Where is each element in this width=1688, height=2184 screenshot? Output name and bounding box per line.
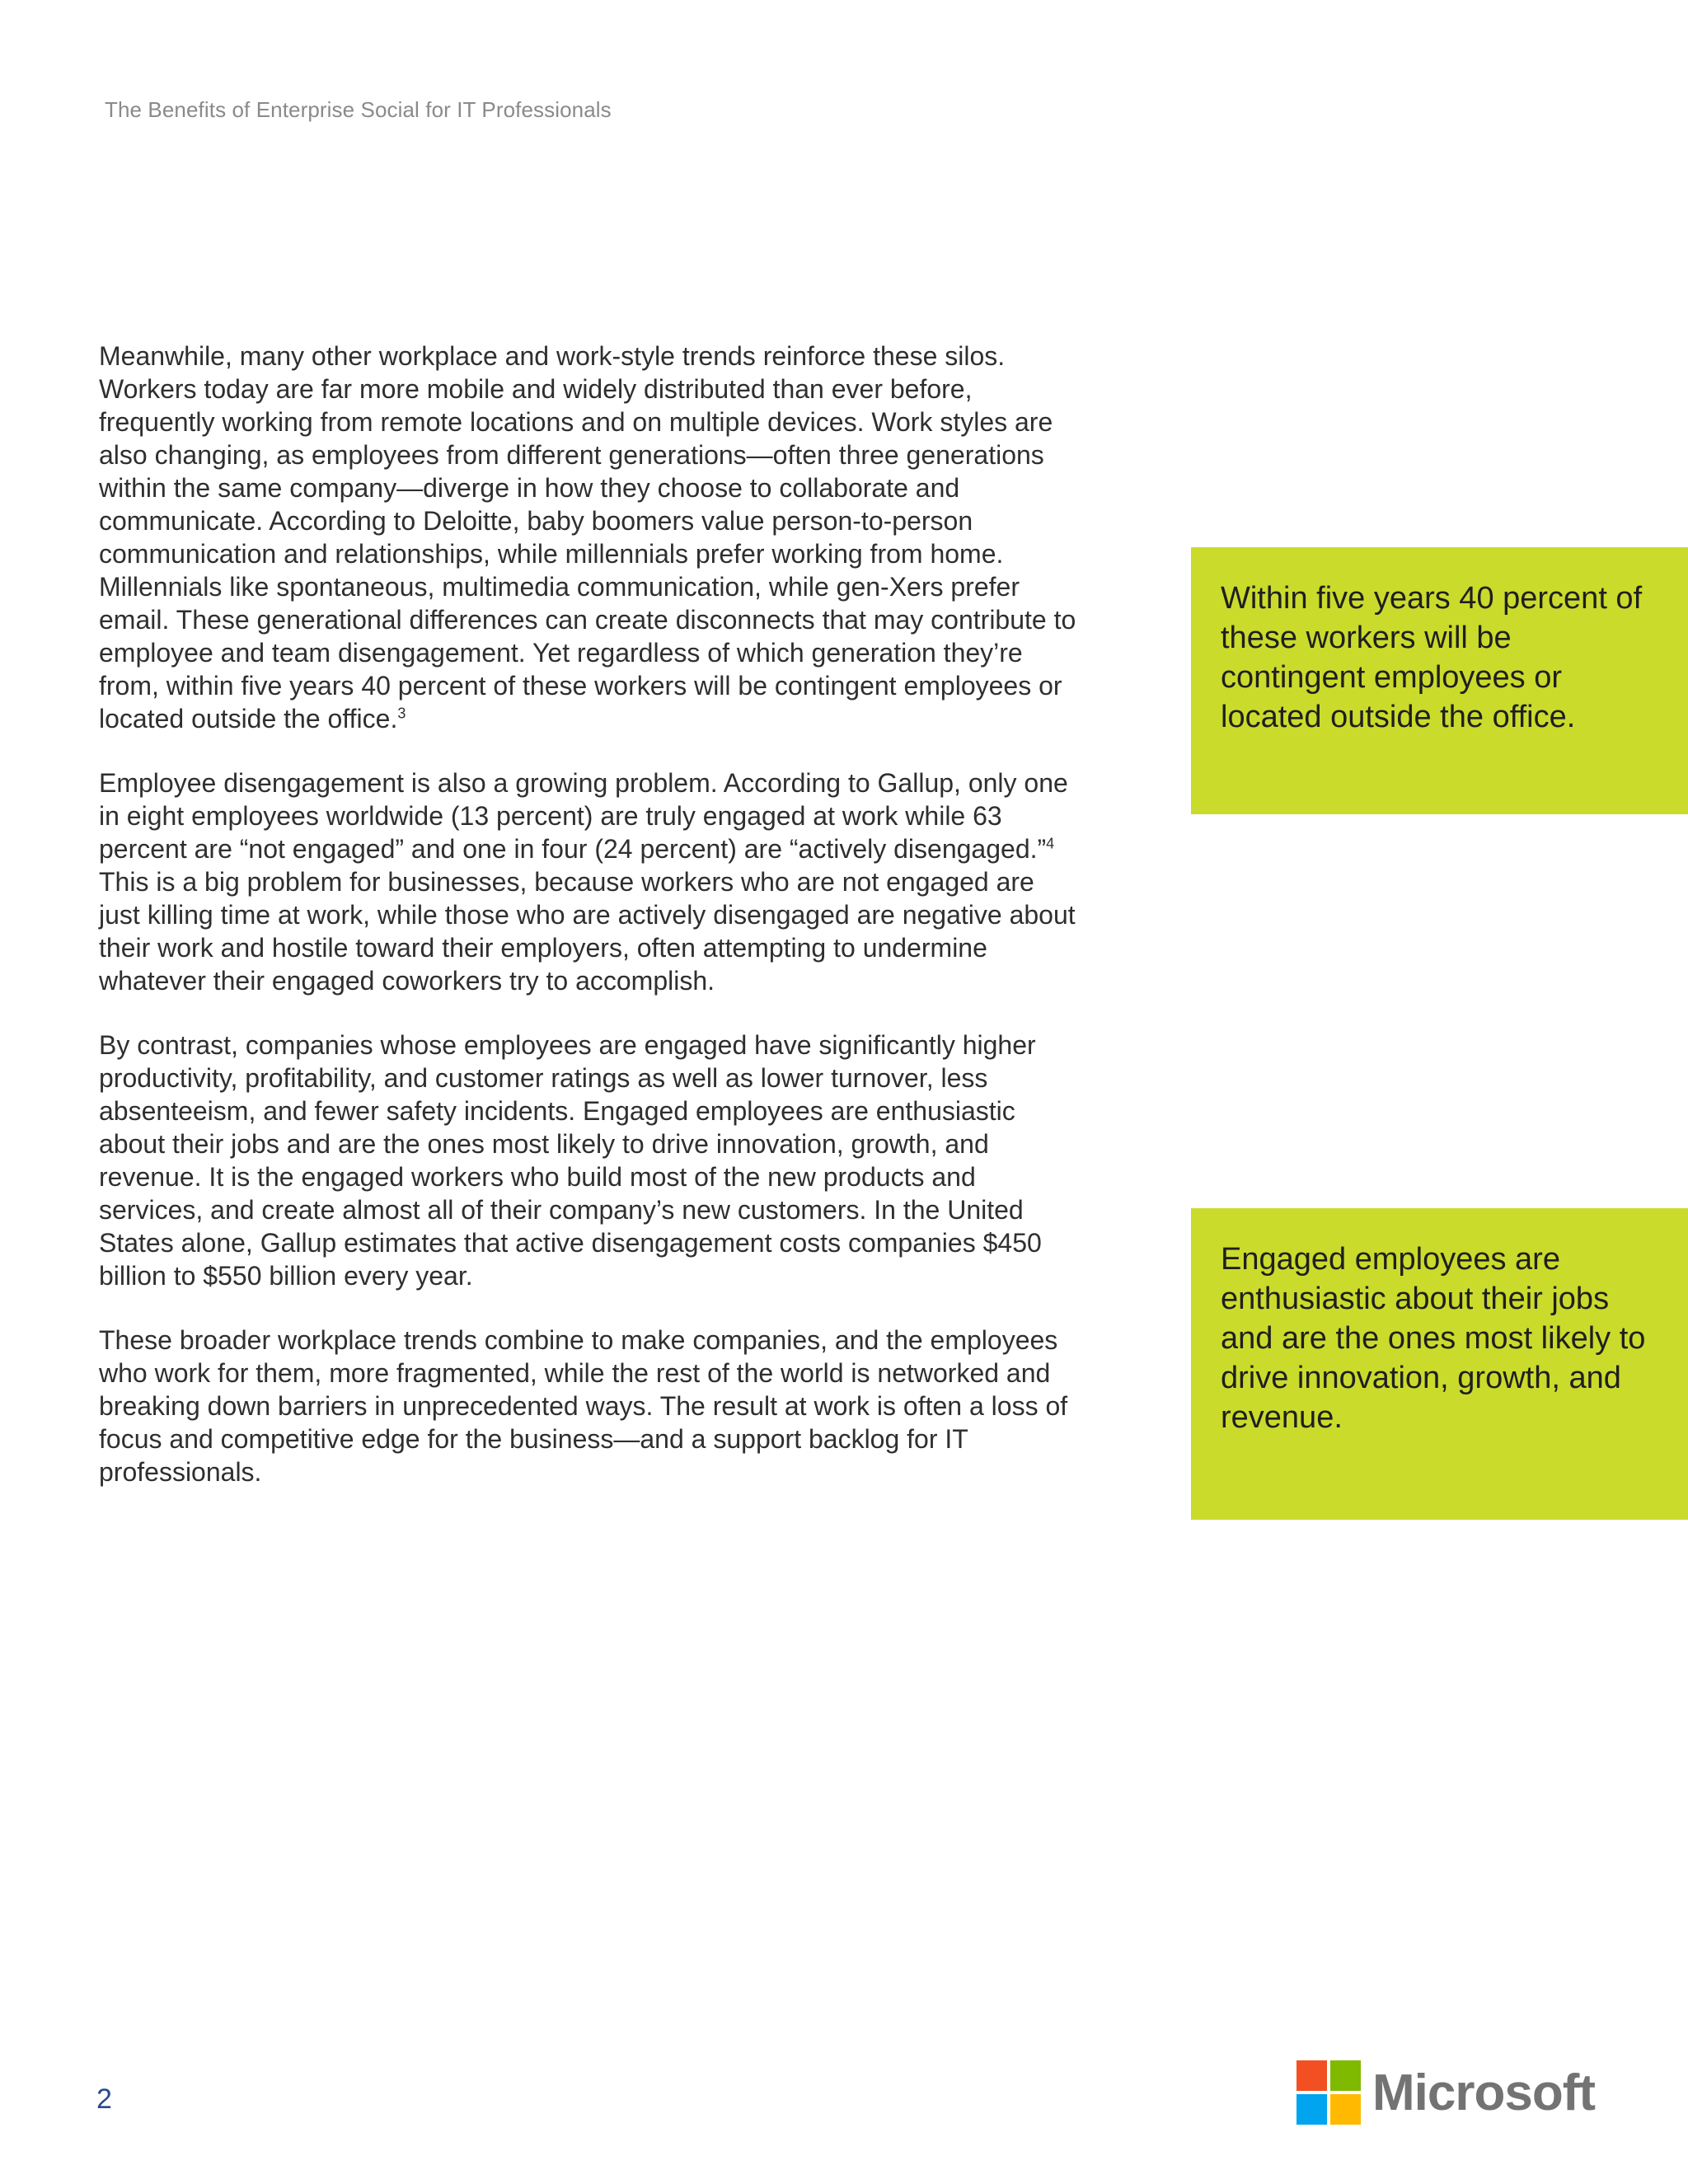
pull-quote-1: Within five years 40 percent of these workers will be contingent employees or located outside the office. bbox=[1191, 547, 1688, 814]
running-header: The Benefits of Enterprise Social for IT Professionals bbox=[105, 97, 612, 122]
paragraph-2-text-rest: This is a big problem for businesses, because workers who are not engaged are just killing time at work, while those who are actively disengaged are negative about their work and hostile toward their employers, often attempting to undermine whatever their engaged coworkers try to accomplish. bbox=[99, 867, 1076, 996]
microsoft-windows-icon bbox=[1296, 2060, 1361, 2125]
microsoft-logo bbox=[1296, 2060, 1595, 2125]
main-body-text bbox=[99, 340, 1080, 1520]
footnote-ref-3: 3 bbox=[397, 705, 406, 722]
paragraph-2-text: Employee disengagement is also a growing problem. According to Gallup, only one in eight employees worldwide (13 percent) are truly engaged at work while 63 percent are “not engaged” and one in four (24 percent) are “actively disengaged.” bbox=[99, 768, 1068, 864]
paragraph-2 bbox=[99, 766, 1080, 997]
paragraph-3: By contrast, companies whose employees are engaged have significantly higher productivity, profitability, and customer ratings as well as lower turnover, less absenteeism, and fewer safety incidents. Engaged employees are enthusiastic about their jobs and are the ones most likely to drive innovation, growth, and revenue. It is the engaged workers who build most of the new products and services, and create almost all of their company’s new customers. In the United States alone, Gallup estimates that active disengagement costs companies $450 billion to $550 billion every year. bbox=[99, 1030, 1042, 1291]
footnote-ref-4: 4 bbox=[1046, 835, 1055, 852]
pull-quote-2: Engaged employees are enthusiastic about their jobs and are the ones most likely to drive innovation, growth, and revenue. bbox=[1191, 1208, 1688, 1520]
paragraph-4: These broader workplace trends combine to make companies, and the employees who work for them, more fragmented, while the rest of the world is networked and breaking down barriers in unprecedented ways. The result at work is often a loss of focus and competitive edge for the business—and a support backlog for IT professionals. bbox=[99, 1325, 1068, 1487]
paragraph-1-text: Meanwhile, many other workplace and work-style trends reinforce these silos. Workers today are far more mobile and widely distributed than ever before, frequently working from remote locations and on multiple devices. Work styles are also changing, as employees from different generations—often three generations within the same company—diverge in how they choose to collaborate and communicate. According to Deloitte, baby boomers value person-to-person communication and relationships, while millennials prefer working from home. Millennials like spontaneous, multimedia communication, while gen-Xers prefer email. These generational differences can create disconnects that may contribute to employee and team disengagement. Yet regardless of which generation they’re from, within five years 40 percent of these workers will be contingent employees or located outside the office. bbox=[99, 341, 1076, 733]
microsoft-wordmark: Microsoft bbox=[1372, 2064, 1595, 2121]
page-number: 2 bbox=[96, 2083, 112, 2115]
paragraph-1 bbox=[99, 340, 1080, 735]
